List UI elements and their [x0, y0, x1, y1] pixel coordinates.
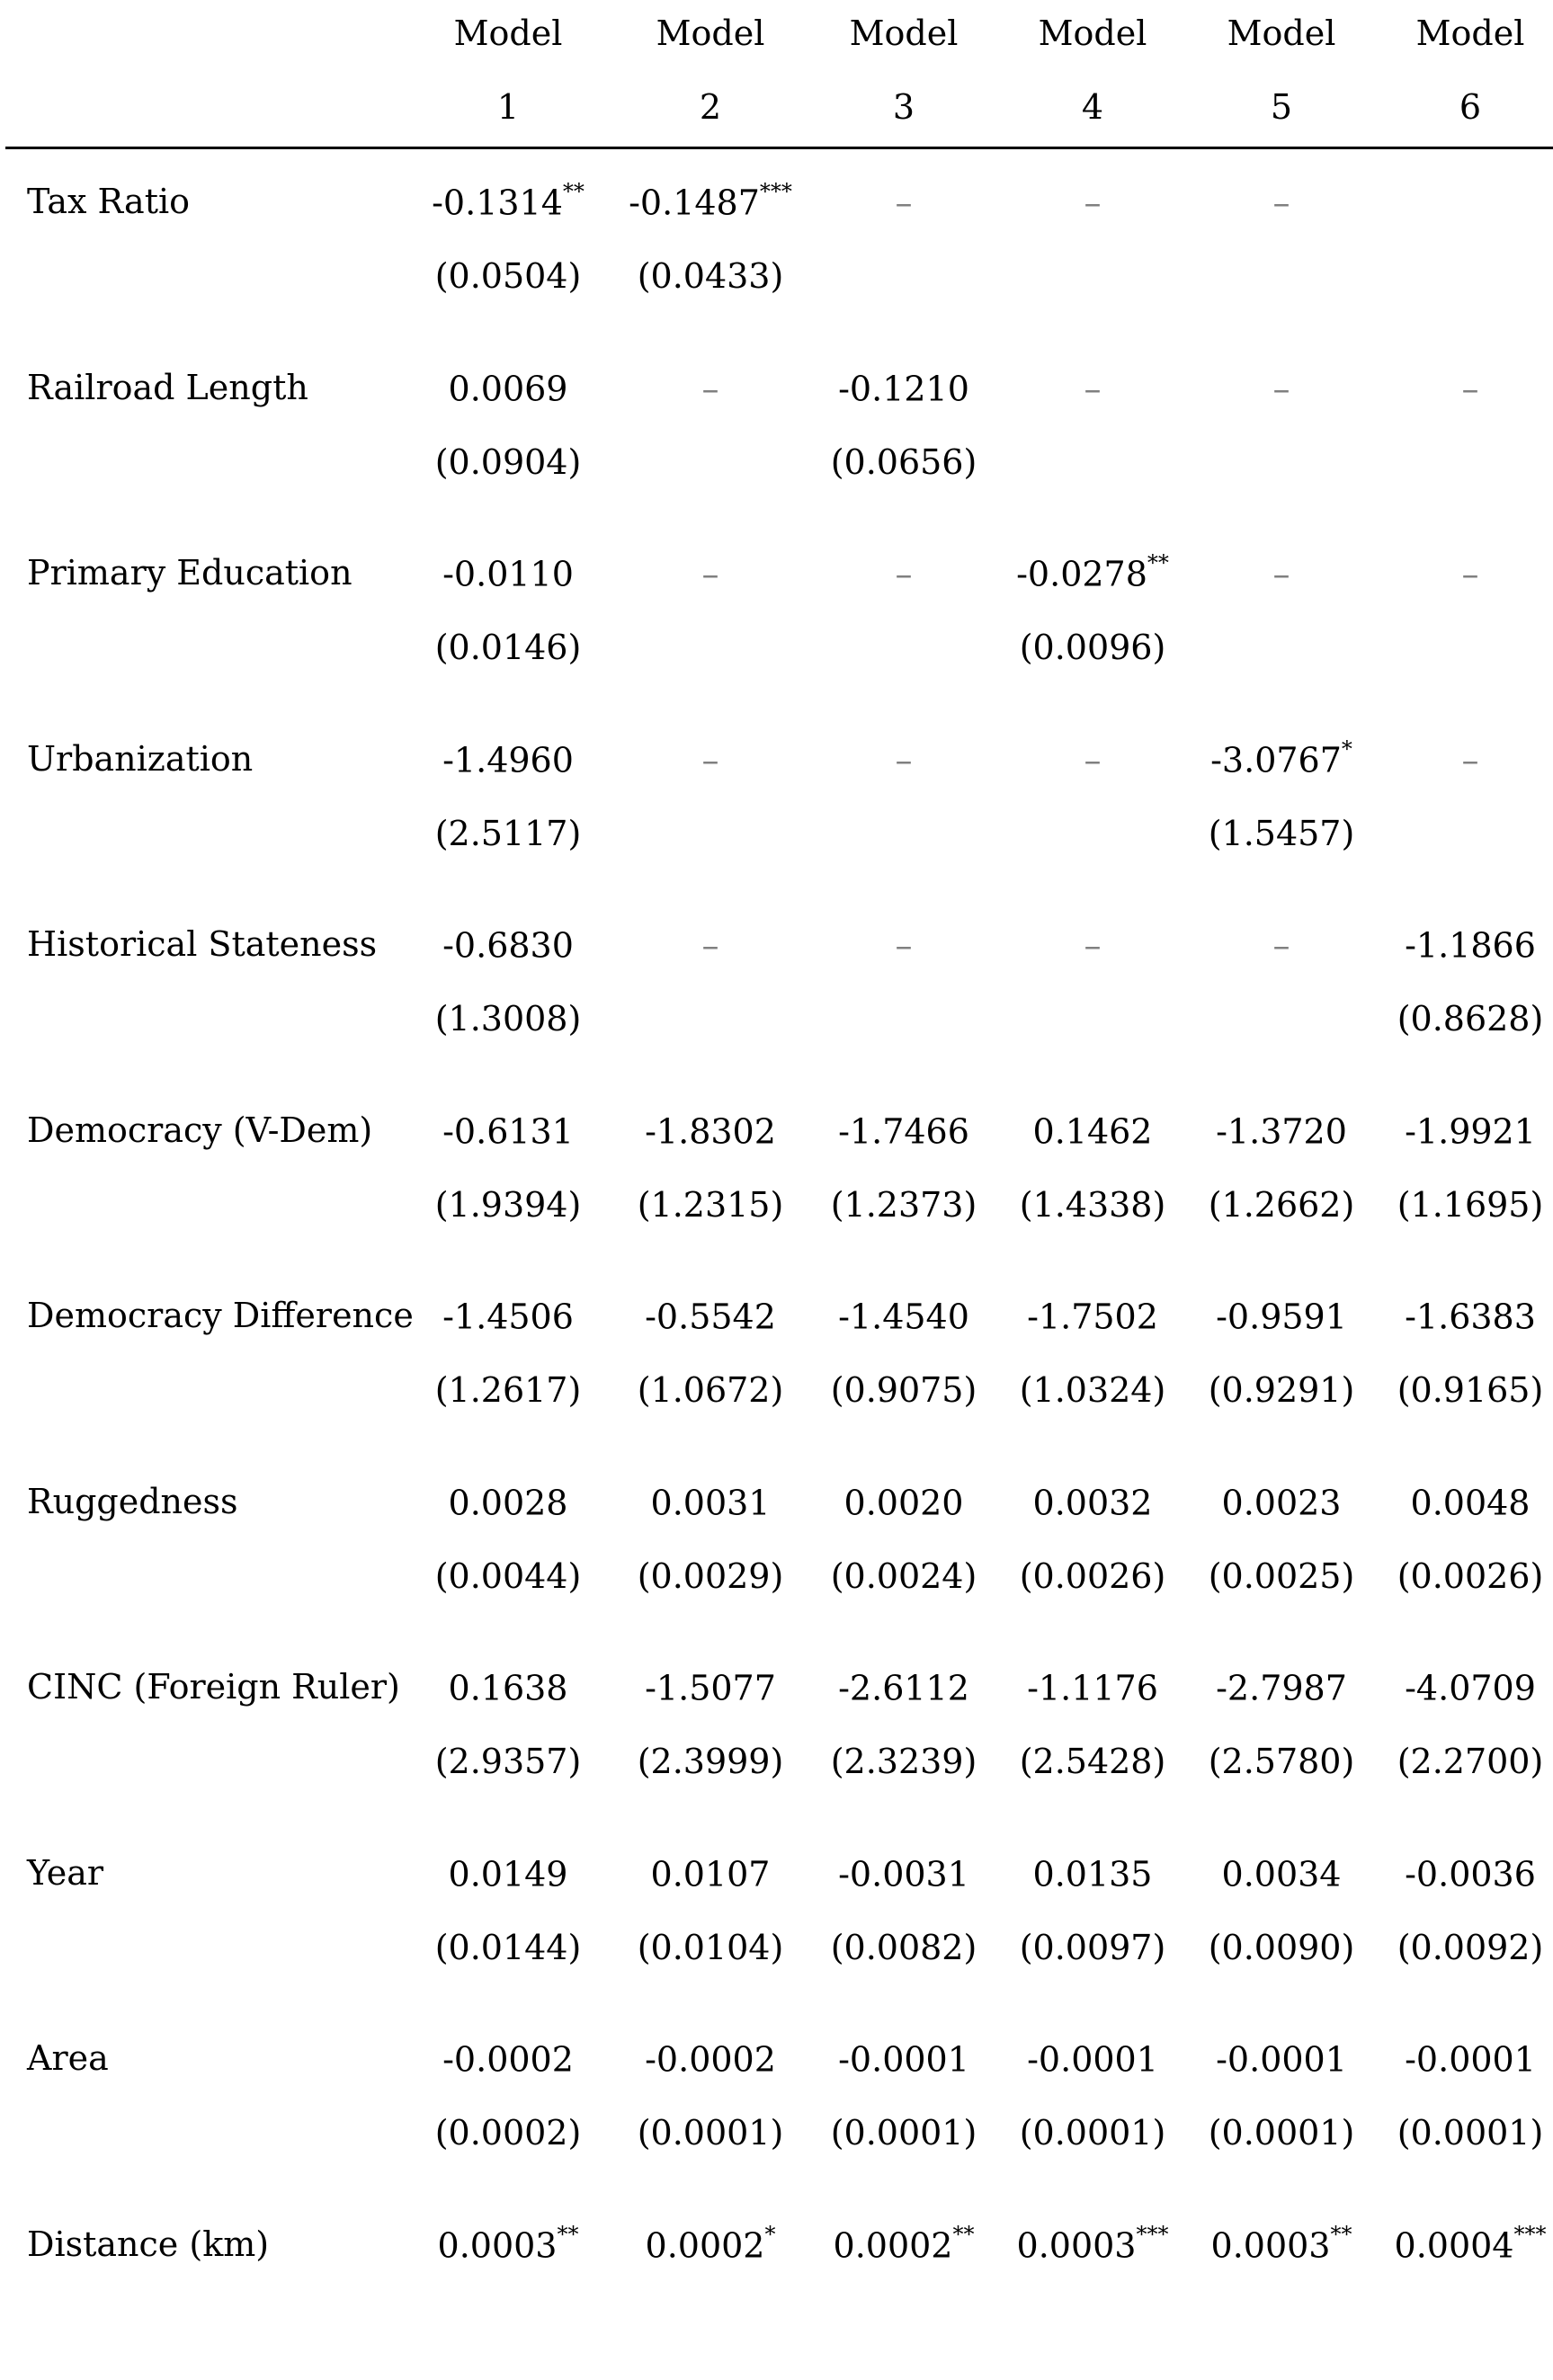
coefficient-value: –: [1461, 740, 1479, 780]
coefficient-cell: [1376, 1297, 1553, 1337]
table-row: [0, 735, 1553, 895]
standard-error-cell: (0.0001): [1019, 2113, 1166, 2153]
standard-error-cell: (0.0026): [1019, 1555, 1166, 1596]
coefficient-value: -1.5077: [645, 1668, 776, 1708]
coefficient-cell: [998, 2221, 1187, 2266]
table-row: [0, 550, 1553, 709]
standard-error-cell: (0.9075): [830, 1370, 977, 1410]
header-rule: [5, 147, 1553, 149]
coefficient-cell: [809, 742, 998, 778]
standard-error-cell: (2.9357): [434, 1742, 582, 1781]
coefficient-cell: [1187, 735, 1376, 780]
standard-error-cell: (0.0104): [637, 1927, 784, 1967]
column-header-number-6: 6: [1459, 87, 1482, 127]
column-header-model-4: Model: [1038, 13, 1147, 53]
coefficient-cell: [998, 1111, 1187, 1152]
coefficient-value: –: [895, 925, 913, 966]
coefficient-value: 0.0135: [1032, 1854, 1153, 1894]
coefficient-value: -0.1314: [432, 183, 563, 223]
coefficient-value: -1.8302: [645, 1111, 776, 1152]
coefficient-cell: [1187, 1483, 1376, 1523]
coefficient-cell: [616, 556, 805, 592]
coefficient-value: –: [895, 740, 913, 780]
standard-error-cell: (0.0001): [830, 2113, 977, 2153]
standard-error-cell: (1.2662): [1208, 1184, 1355, 1225]
standard-error-cell: (1.2315): [637, 1184, 784, 1225]
standard-error-cell: (0.0082): [830, 1927, 977, 1967]
coefficient-cell: [414, 1297, 602, 1337]
row-label: Democracy (V-Dem): [27, 1110, 373, 1150]
coefficient-cell: [998, 550, 1187, 594]
coefficient-value: 0.0069: [448, 369, 568, 409]
coefficient-cell: [616, 1297, 805, 1337]
coefficient-value: -1.3720: [1216, 1111, 1347, 1152]
coefficient-value: –: [1272, 554, 1290, 594]
coefficient-value: -1.6383: [1405, 1297, 1536, 1337]
coefficient-cell: [1376, 1856, 1553, 1892]
coefficient-cell: [616, 1670, 805, 1706]
significance-stars: **: [562, 179, 585, 204]
table-row: [0, 1481, 1553, 1637]
coefficient-cell: [616, 742, 805, 778]
coefficient-cell: [998, 1856, 1187, 1892]
significance-stars: ***: [1136, 2221, 1169, 2247]
row-label: Railroad Length: [27, 367, 308, 407]
coefficient-value: -1.1866: [1405, 925, 1536, 966]
standard-error-cell: (2.2700): [1397, 1742, 1544, 1781]
table-row: [0, 2221, 1553, 2380]
row-label: Primary Education: [27, 553, 353, 593]
coefficient-cell: [414, 179, 602, 223]
coefficient-value: 0.0004: [1394, 2225, 1514, 2266]
coefficient-value: -1.9921: [1405, 1111, 1536, 1152]
standard-error-cell: (0.0090): [1208, 1927, 1355, 1967]
coefficient-value: -0.0002: [442, 2039, 574, 2080]
table-row: [0, 1110, 1553, 1266]
coefficient-value: -1.1176: [1027, 1668, 1158, 1708]
table-row: [0, 179, 1553, 337]
standard-error-cell: (1.5457): [1208, 813, 1355, 853]
coefficient-cell: [616, 1111, 805, 1152]
coefficient-cell: [1187, 556, 1376, 592]
standard-error-cell: (0.0146): [434, 628, 582, 667]
standard-error-cell: (0.0044): [434, 1555, 582, 1596]
column-header-number-4: 4: [1081, 87, 1104, 127]
standard-error-cell: (0.0904): [434, 441, 582, 482]
row-label: Distance (km): [27, 2224, 270, 2264]
column-header-model-6: Model: [1415, 13, 1525, 53]
coefficient-value: -0.5542: [645, 1297, 776, 1337]
coefficient-cell: [809, 556, 998, 592]
standard-error-cell: (0.0092): [1397, 1927, 1544, 1967]
coefficient-cell: [809, 925, 998, 966]
coefficient-value: 0.0003: [1016, 2225, 1137, 2266]
standard-error-cell: (1.0672): [637, 1370, 784, 1410]
column-header-number-3: 3: [892, 87, 915, 127]
standard-error-cell: (0.0002): [434, 2113, 582, 2153]
coefficient-cell: [414, 369, 602, 409]
significance-stars: ***: [759, 179, 792, 204]
coefficient-cell: [414, 2039, 602, 2080]
coefficient-value: -0.9591: [1216, 1297, 1347, 1337]
coefficient-cell: [1376, 2221, 1553, 2266]
coefficient-value: –: [701, 554, 719, 594]
coefficient-cell: [616, 179, 805, 223]
coefficient-cell: [1376, 1483, 1553, 1523]
coefficient-value: 0.0031: [650, 1483, 771, 1523]
coefficient-value: 0.0003: [437, 2225, 558, 2266]
coefficient-cell: [616, 2221, 805, 2266]
coefficient-cell: [1187, 1111, 1376, 1152]
row-label: Historical Stateness: [27, 924, 378, 964]
significance-stars: **: [1147, 550, 1169, 575]
coefficient-value: –: [701, 740, 719, 780]
coefficient-value: -2.7987: [1216, 1668, 1347, 1708]
significance-stars: *: [764, 2221, 776, 2247]
coefficient-value: -1.4506: [442, 1297, 574, 1337]
coefficient-value: -0.6830: [442, 925, 574, 966]
coefficient-cell: [998, 1483, 1187, 1523]
coefficient-value: –: [1084, 740, 1102, 780]
coefficient-value: –: [1461, 554, 1479, 594]
coefficient-value: -0.1487: [629, 183, 760, 223]
standard-error-cell: (0.0096): [1019, 628, 1166, 667]
table-header: [0, 0, 1553, 153]
row-label: Democracy Difference: [27, 1296, 414, 1335]
coefficient-value: -0.0001: [1027, 2039, 1158, 2080]
standard-error-cell: (0.9165): [1397, 1370, 1544, 1410]
significance-stars: *: [1341, 735, 1352, 762]
coefficient-value: -0.1210: [838, 369, 969, 409]
coefficient-cell: [809, 1670, 998, 1706]
coefficient-value: 0.0002: [645, 2225, 765, 2266]
standard-error-cell: (1.9394): [434, 1184, 582, 1225]
standard-error-cell: (1.3008): [434, 999, 582, 1038]
coefficient-value: –: [895, 554, 913, 594]
row-label: Area: [27, 2038, 109, 2078]
row-label: Year: [27, 1852, 104, 1893]
coefficient-cell: [1187, 1670, 1376, 1706]
coefficient-cell: [809, 1856, 998, 1892]
coefficient-cell: [1187, 2221, 1376, 2266]
coefficient-value: 0.0149: [448, 1854, 568, 1894]
coefficient-value: –: [1272, 925, 1290, 966]
standard-error-cell: (2.5428): [1019, 1742, 1166, 1781]
standard-error-cell: (1.1695): [1397, 1184, 1544, 1225]
standard-error-cell: (2.5117): [434, 813, 582, 853]
coefficient-cell: [414, 556, 602, 592]
table-row: [0, 2038, 1553, 2194]
standard-error-cell: (0.0504): [434, 256, 582, 296]
standard-error-cell: (0.0001): [1397, 2113, 1544, 2153]
coefficient-value: 0.0023: [1221, 1483, 1342, 1523]
coefficient-cell: [616, 1483, 805, 1523]
coefficient-value: -3.0767: [1210, 740, 1342, 780]
coefficient-cell: [1187, 183, 1376, 223]
row-label: CINC (Foreign Ruler): [27, 1667, 400, 1707]
coefficient-value: –: [1272, 183, 1290, 223]
column-header-number-2: 2: [699, 87, 722, 127]
coefficient-value: –: [701, 925, 719, 966]
standard-error-cell: (0.0656): [830, 441, 977, 482]
table-row: [0, 924, 1553, 1080]
coefficient-cell: [1376, 556, 1553, 592]
coefficient-value: -0.0001: [1216, 2039, 1347, 2080]
coefficient-value: 0.1638: [448, 1668, 568, 1708]
coefficient-value: 0.0028: [448, 1483, 568, 1523]
coefficient-cell: [1376, 369, 1553, 409]
coefficient-cell: [414, 742, 602, 778]
significance-stars: ***: [1513, 2221, 1547, 2247]
coefficient-value: 0.0002: [833, 2225, 953, 2266]
coefficient-cell: [414, 1111, 602, 1152]
coefficient-value: 0.0034: [1221, 1854, 1342, 1894]
coefficient-value: 0.0020: [843, 1483, 964, 1523]
column-header-model-2: Model: [656, 13, 765, 53]
table-row: [0, 367, 1553, 523]
coefficient-cell: [414, 1483, 602, 1523]
coefficient-value: –: [1084, 369, 1102, 409]
coefficient-value: 0.0003: [1210, 2225, 1331, 2266]
coefficient-value: -0.0031: [838, 1854, 969, 1894]
coefficient-cell: [1376, 2039, 1553, 2080]
coefficient-cell: [1376, 1111, 1553, 1152]
standard-error-cell: (0.0433): [637, 256, 784, 296]
coefficient-cell: [998, 1670, 1187, 1706]
coefficient-cell: [616, 925, 805, 966]
coefficient-value: -0.0036: [1405, 1854, 1536, 1894]
coefficient-value: -1.4960: [442, 740, 574, 780]
standard-error-cell: (1.4338): [1019, 1184, 1166, 1225]
coefficient-value: 0.1462: [1032, 1111, 1153, 1152]
column-header-number-5: 5: [1270, 87, 1293, 127]
standard-error-cell: (0.8628): [1397, 999, 1544, 1038]
coefficient-cell: [809, 1111, 998, 1152]
coefficient-cell: [998, 369, 1187, 409]
coefficient-value: -4.0709: [1405, 1668, 1536, 1708]
standard-error-cell: (2.3999): [637, 1742, 784, 1781]
coefficient-value: -1.4540: [838, 1297, 969, 1337]
coefficient-cell: [809, 183, 998, 223]
standard-error-cell: (0.0026): [1397, 1555, 1544, 1596]
coefficient-value: 0.0107: [650, 1854, 771, 1894]
coefficient-cell: [616, 1856, 805, 1892]
table-row: [0, 1852, 1553, 2009]
coefficient-cell: [414, 2221, 602, 2266]
coefficient-cell: [414, 1670, 602, 1706]
coefficient-value: -0.0278: [1016, 554, 1147, 594]
standard-error-cell: (0.0001): [637, 2113, 784, 2153]
coefficient-cell: [1187, 925, 1376, 966]
standard-error-cell: (0.0097): [1019, 1927, 1166, 1967]
coefficient-cell: [1187, 1856, 1376, 1892]
coefficient-cell: [809, 2221, 998, 2266]
coefficient-value: –: [895, 183, 913, 223]
coefficient-value: –: [1461, 369, 1479, 409]
coefficient-value: 0.0048: [1410, 1483, 1531, 1523]
standard-error-cell: (0.0024): [830, 1555, 977, 1596]
coefficient-value: -0.0001: [1405, 2039, 1536, 2080]
row-label: Tax Ratio: [27, 182, 191, 221]
coefficient-cell: [998, 183, 1187, 223]
column-header-number-1: 1: [496, 87, 520, 127]
coefficient-cell: [809, 1483, 998, 1523]
coefficient-value: -1.7502: [1027, 1297, 1158, 1337]
coefficient-value: –: [1084, 925, 1102, 966]
standard-error-cell: (0.0001): [1208, 2113, 1355, 2153]
standard-error-cell: (0.0025): [1208, 1555, 1355, 1596]
coefficient-cell: [809, 2039, 998, 2080]
coefficient-cell: [1187, 369, 1376, 409]
row-label: Ruggedness: [27, 1481, 238, 1521]
coefficient-cell: [809, 1297, 998, 1337]
significance-stars: **: [1330, 2221, 1352, 2247]
coefficient-cell: [1376, 1670, 1553, 1706]
coefficient-value: -0.6131: [442, 1111, 574, 1152]
coefficient-value: 0.0032: [1032, 1483, 1153, 1523]
coefficient-value: -2.6112: [838, 1668, 969, 1708]
column-header-model-1: Model: [453, 13, 563, 53]
coefficient-cell: [616, 2039, 805, 2080]
coefficient-cell: [1376, 742, 1553, 778]
coefficient-cell: [809, 369, 998, 409]
table-row: [0, 1667, 1553, 1823]
coefficient-value: -0.0001: [838, 2039, 969, 2080]
coefficient-cell: [998, 925, 1187, 966]
coefficient-value: –: [701, 369, 719, 409]
column-header-model-3: Model: [849, 13, 959, 53]
standard-error-cell: (0.0029): [637, 1555, 784, 1596]
standard-error-cell: (1.0324): [1019, 1370, 1166, 1410]
standard-error-cell: (2.3239): [830, 1742, 977, 1781]
coefficient-value: -0.0002: [645, 2039, 776, 2080]
coefficient-cell: [1187, 1297, 1376, 1337]
coefficient-value: -1.7466: [838, 1111, 969, 1152]
row-label: Urbanization: [27, 738, 254, 779]
coefficient-cell: [998, 2039, 1187, 2080]
standard-error-cell: (1.2617): [434, 1370, 582, 1410]
standard-error-cell: (0.0144): [434, 1927, 582, 1967]
coefficient-cell: [998, 742, 1187, 778]
coefficient-cell: [414, 925, 602, 966]
coefficient-cell: [1376, 925, 1553, 966]
coefficient-cell: [616, 369, 805, 409]
column-header-model-5: Model: [1227, 13, 1336, 53]
standard-error-cell: (2.5780): [1208, 1742, 1355, 1781]
coefficient-cell: [414, 1856, 602, 1892]
significance-stars: **: [952, 2221, 975, 2247]
coefficient-cell: [1187, 2039, 1376, 2080]
coefficient-value: -0.0110: [442, 554, 574, 594]
standard-error-cell: (1.2373): [830, 1184, 977, 1225]
coefficient-cell: [998, 1297, 1187, 1337]
coefficient-value: –: [1272, 369, 1290, 409]
significance-stars: **: [557, 2221, 579, 2247]
coefficient-value: –: [1084, 183, 1102, 223]
standard-error-cell: (0.9291): [1208, 1370, 1355, 1410]
table-row: [0, 1298, 1553, 1451]
